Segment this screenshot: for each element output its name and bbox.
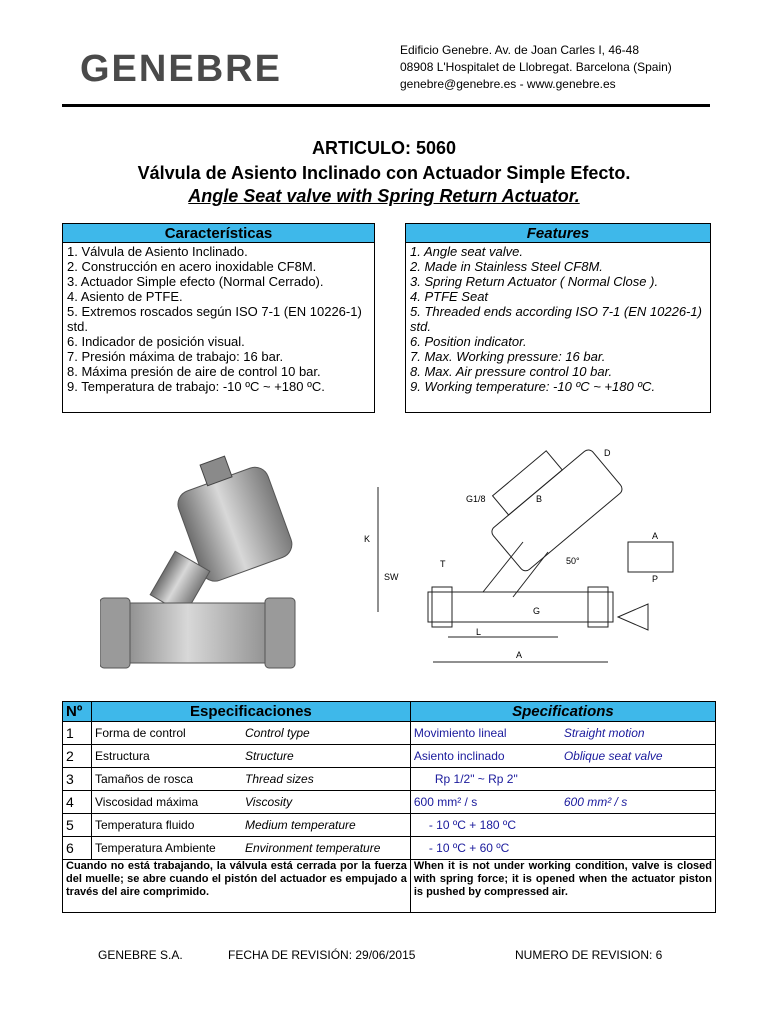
title-spanish: Válvula de Asiento Inclinado con Actuador Simple Efecto. <box>137 163 631 183</box>
drawing-label: K <box>364 534 371 544</box>
article-title: ARTICULO: 5060 <box>311 138 457 158</box>
table-row <box>63 768 716 791</box>
row-number: 3 <box>63 768 92 791</box>
spec-label-en: Control type <box>245 726 310 740</box>
spec-value: - 10 ºC + 60 ºC <box>428 841 510 855</box>
drawing-label: SW <box>384 572 399 582</box>
address-line: Edificio Genebre. Av. de Joan Carles I, 46-48 <box>400 43 640 57</box>
spec-value: - 10 ºC + 180 ºC <box>428 818 516 832</box>
spec-label-en: Viscosity <box>245 795 293 809</box>
drawing-label: G1/8 <box>466 494 486 504</box>
table-row <box>63 722 716 745</box>
list-item: 9. Working temperature: -10 ºC ~ +180 ºC. <box>410 379 656 394</box>
row-number: 6 <box>63 837 92 860</box>
col-header-no: Nº <box>63 702 92 722</box>
address-line: 08908 L'Hospitalet de Llobregat. Barcelona (Spain) <box>400 60 672 74</box>
caracteristicas-box <box>62 223 375 413</box>
list-item: 4. PTFE Seat <box>410 289 489 304</box>
spec-label-es: Tamaños de rosca <box>95 772 194 786</box>
spec-value-en: Straight motion <box>563 726 645 740</box>
features-heading: Features <box>406 224 710 243</box>
specifications-table <box>62 701 716 913</box>
spec-value: Rp 1/2" ~ Rp 2" <box>434 772 518 786</box>
spec-label-en: Thread sizes <box>245 772 314 786</box>
list-item: 1. Angle seat valve. <box>410 244 523 259</box>
genebre-logo: GENEBRE <box>80 48 282 90</box>
list-item: 7. Max. Working pressure: 16 bar. <box>410 349 606 364</box>
spec-label-en: Environment temperature <box>245 841 381 855</box>
row-number: 5 <box>63 814 92 837</box>
footer-revision-date: FECHA DE REVISIÓN: 29/06/2015 <box>228 948 416 962</box>
list-item: 2. Construcción en acero inoxidable CF8M. <box>67 259 317 274</box>
caracteristicas-heading: Características <box>63 224 374 243</box>
technical-drawing <box>348 432 698 670</box>
list-item: 5. Extremos roscados según ISO 7-1 (EN 10226-1) std. <box>67 304 362 334</box>
table-row <box>63 745 716 768</box>
list-item: 9. Temperatura de trabajo: -10 ºC ~ +180 ºC. <box>67 379 325 394</box>
footer-revision-number: NUMERO DE REVISION: 6 <box>515 948 663 962</box>
drawing-label: T <box>440 559 446 569</box>
spec-label-es: Temperatura fluido <box>95 818 195 832</box>
address-line: genebre@genebre.es - www.genebre.es <box>400 77 616 91</box>
note-row <box>63 860 716 913</box>
spec-value-en: 600 mm² / s <box>563 795 628 809</box>
note-english: When it is not under working condition, valve is closed with spring force; it is opened when the actuator piston is pushed by compressed air. <box>410 860 715 913</box>
title-english: Angle Seat valve with Spring Return Actuator. <box>188 186 580 206</box>
drawing-label: A <box>516 650 523 660</box>
row-number: 4 <box>63 791 92 814</box>
drawing-label: G <box>533 606 541 616</box>
col-header-en: Specifications <box>410 702 715 722</box>
list-item: 1. Válvula de Asiento Inclinado. <box>67 244 248 259</box>
list-item: 8. Máxima presión de aire de control 10 bar. <box>67 364 321 379</box>
spec-label-es: Estructura <box>95 749 150 763</box>
row-number: 1 <box>63 722 92 745</box>
header-rule <box>62 104 710 107</box>
spec-label-es: Forma de control <box>95 726 186 740</box>
features-box <box>405 223 711 413</box>
col-header-es: Especificaciones <box>92 702 411 722</box>
list-item: 3. Spring Return Actuator ( Normal Close ). <box>410 274 659 289</box>
list-item: 8. Max. Air pressure control 10 bar. <box>410 364 613 379</box>
drawing-label: 50° <box>566 556 580 566</box>
spec-label-en: Medium temperature <box>245 818 356 832</box>
list-item: 7. Presión máxima de trabajo: 16 bar. <box>67 349 284 364</box>
company-address <box>400 42 672 93</box>
table-row <box>63 837 716 860</box>
spec-label-es: Viscosidad máxima <box>95 795 199 809</box>
row-number: 2 <box>63 745 92 768</box>
list-item: 3. Actuador Simple efecto (Normal Cerrado). <box>67 274 324 289</box>
spec-value-es: Movimiento lineal <box>413 726 507 740</box>
table-row <box>63 791 716 814</box>
footer-company: GENEBRE S.A. <box>98 948 183 962</box>
valve-photo <box>100 448 310 676</box>
list-item: 2. Made in Stainless Steel CF8M. <box>410 259 603 274</box>
list-item: 6. Indicador de posición visual. <box>67 334 245 349</box>
list-item: 6. Position indicator. <box>410 334 527 349</box>
drawing-label: L <box>476 627 482 637</box>
list-item: 5. Threaded ends according ISO 7-1 (EN 10226-1) std. <box>410 304 702 334</box>
spec-value-es: Asiento inclinado <box>413 749 505 763</box>
spec-value-en: Oblique seat valve <box>563 749 663 763</box>
list-item: 4. Asiento de PTFE. <box>67 289 183 304</box>
drawing-label: A <box>652 531 659 541</box>
spec-label-en: Structure <box>245 749 294 763</box>
spec-value-es: 600 mm² / s <box>413 795 478 809</box>
drawing-label: P <box>652 574 659 584</box>
drawing-label: B <box>536 494 543 504</box>
table-row <box>63 814 716 837</box>
spec-label-es: Temperatura Ambiente <box>95 841 216 855</box>
note-spanish: Cuando no está trabajando, la válvula está cerrada por la fuerza del muelle; se abre cuando el pistón del actuador es empujado a través del aire comprimido. <box>63 860 411 913</box>
drawing-label: D <box>604 448 611 458</box>
